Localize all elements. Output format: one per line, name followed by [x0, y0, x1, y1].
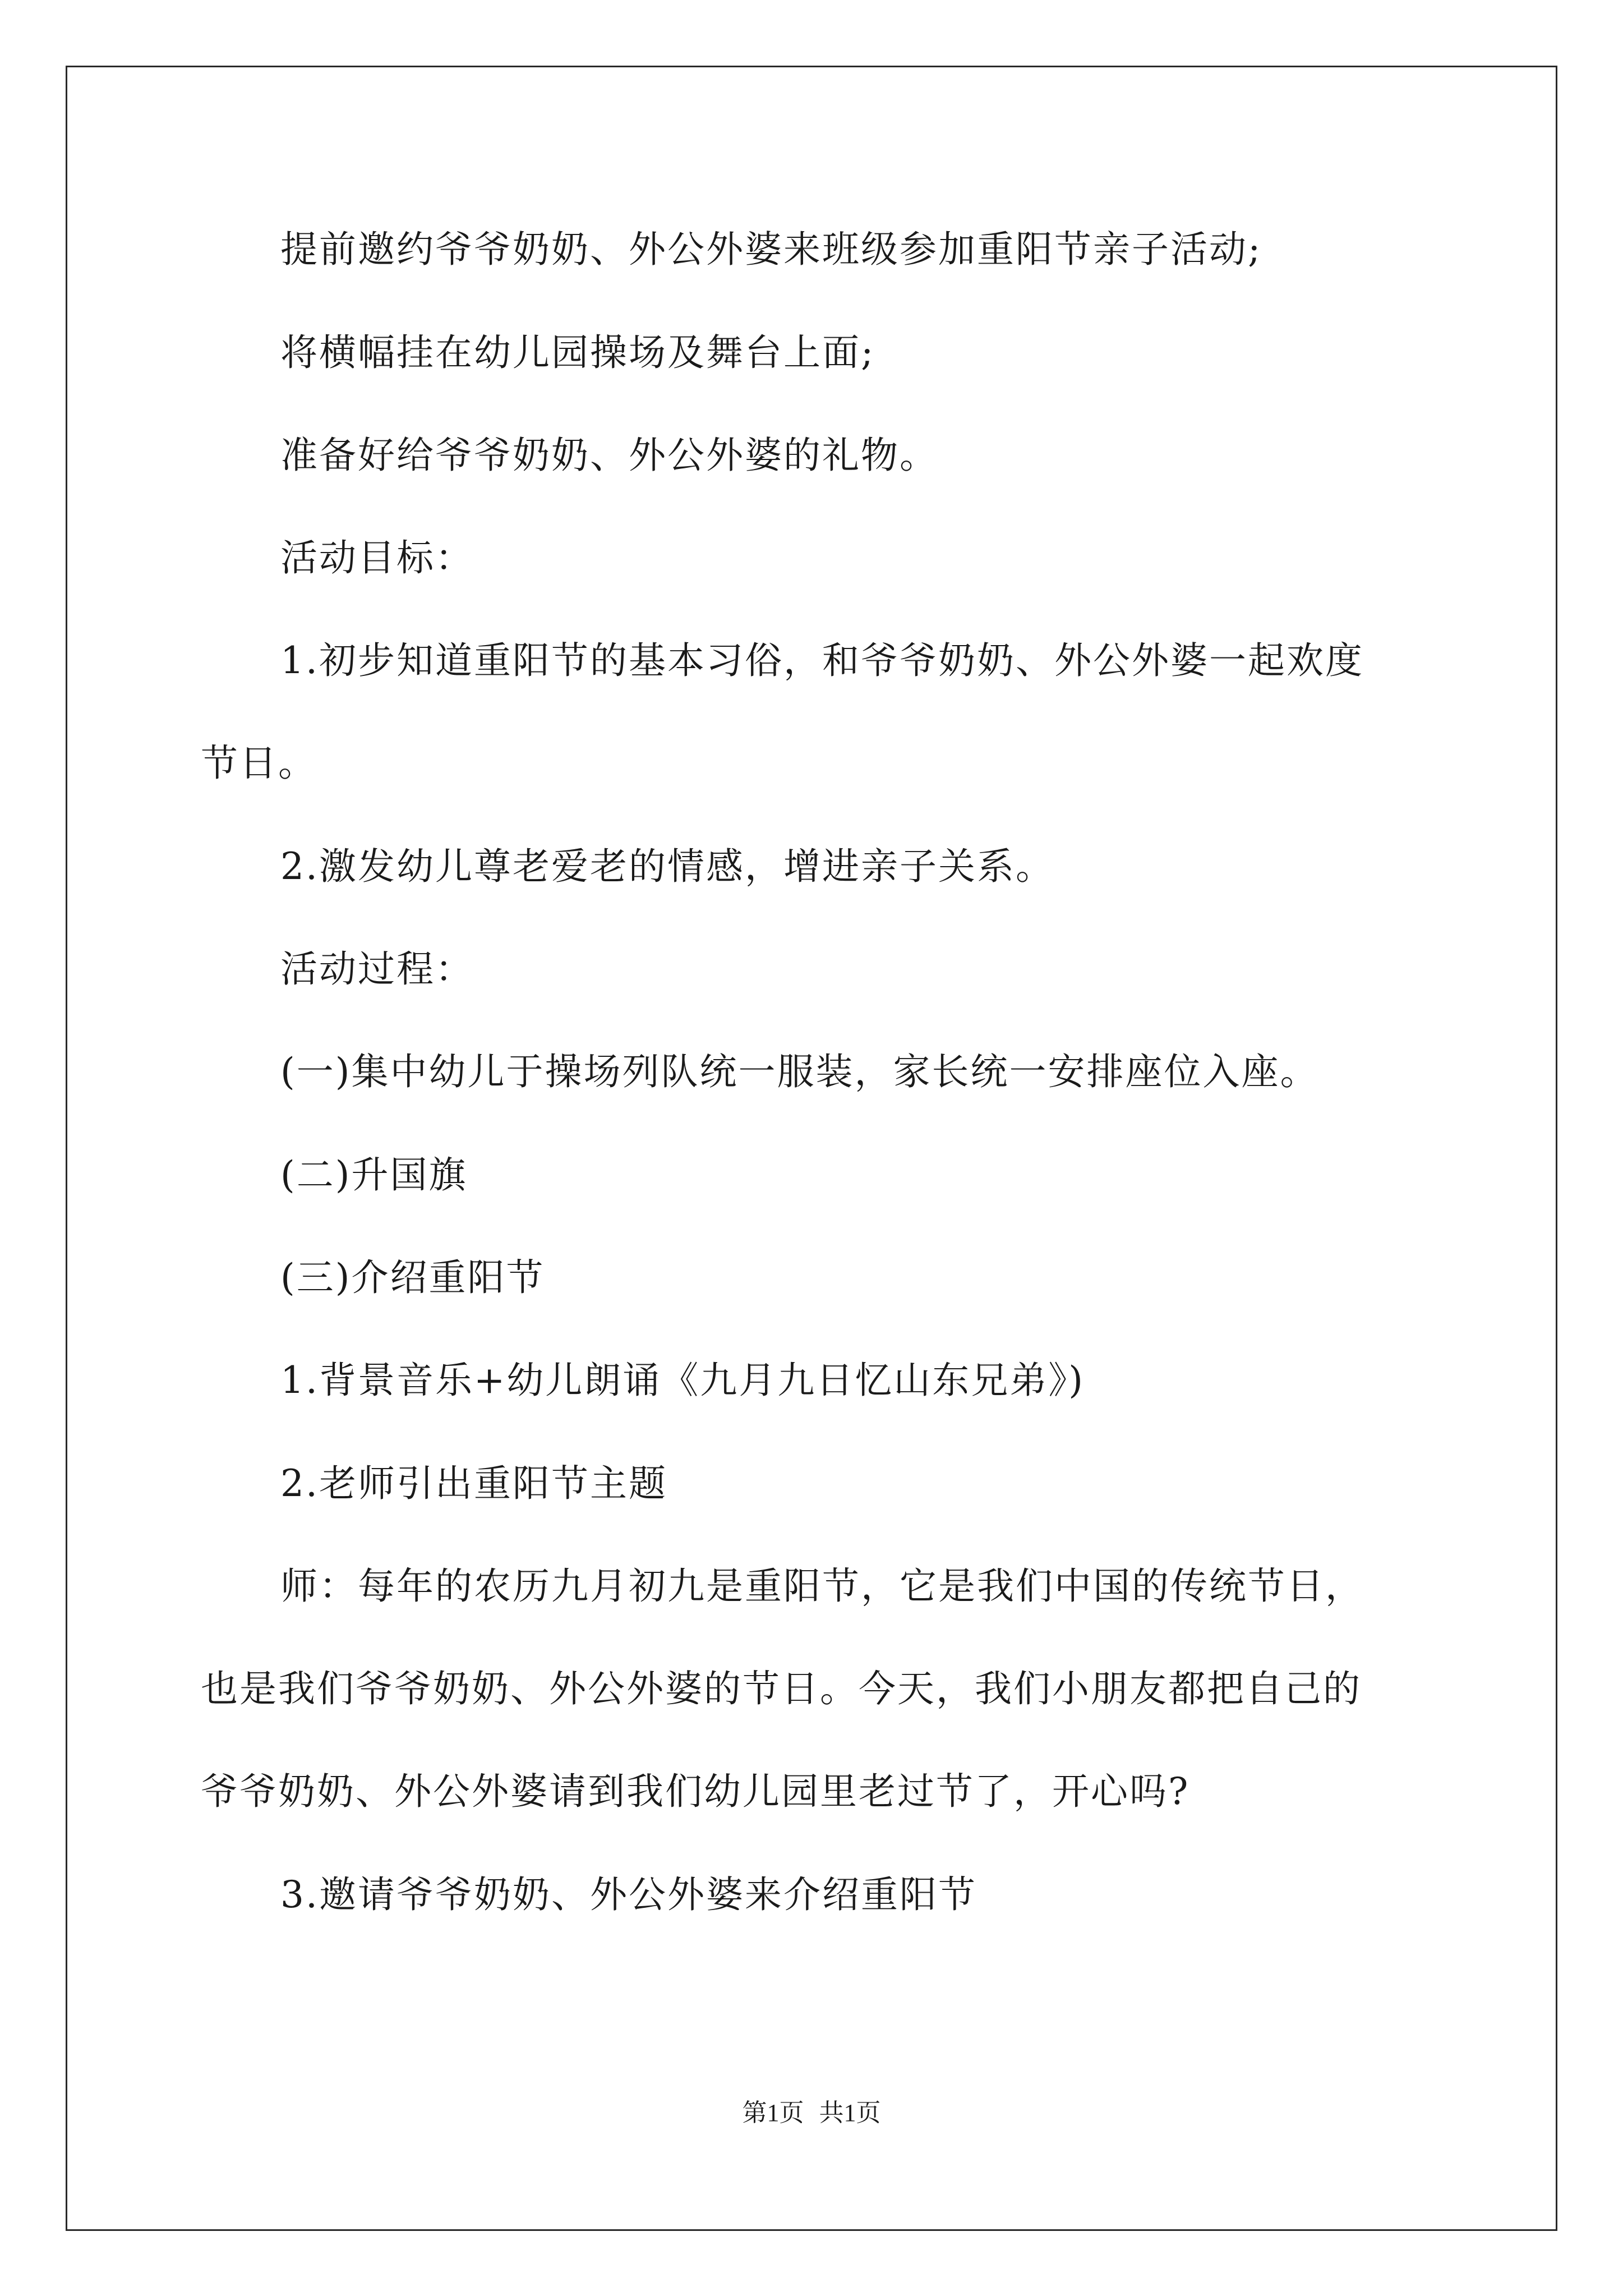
- page-footer: [0, 2092, 1623, 2128]
- paragraph: (三)介绍重阳节: [280, 1256, 545, 1299]
- paragraph: (二)升国旗: [280, 1153, 468, 1197]
- section-heading: 活动过程：: [280, 947, 474, 991]
- paragraph: 3.邀请爷爷奶奶、外公外婆来介绍重阳节: [280, 1873, 977, 1916]
- paragraph: 2.激发幼儿尊老爱老的情感，增进亲子关系。: [280, 845, 1054, 888]
- paragraph-continuation: 爷爷奶奶、外公外婆请到我们幼儿园里老过节了，开心吗?: [201, 1770, 1190, 1813]
- paragraph: (一)集中幼儿于操场列队统一服装，家长统一安排座位入座。: [280, 1050, 1319, 1093]
- paragraph: 1.初步知道重阳节的基本习俗，和爷爷奶奶、外公外婆一起欢度: [280, 639, 1364, 682]
- paragraph-continuation: 节日。: [201, 742, 317, 785]
- paragraph: 2.老师引出重阳节主题: [280, 1462, 667, 1505]
- paragraph: 将横幅挂在幼儿园操场及舞台上面;: [280, 331, 875, 374]
- total-pages: 共1页: [819, 2099, 881, 2127]
- paragraph: 提前邀约爷爷奶奶、外公外婆来班级参加重阳节亲子活动;: [280, 228, 1262, 271]
- paragraph: 1.背景音乐+幼儿朗诵《九月九日忆山东兄弟》): [280, 1359, 1085, 1402]
- section-heading: 活动目标：: [280, 536, 474, 579]
- page-number: 第1页: [742, 2099, 804, 2127]
- paragraph: 师：每年的农历九月初九是重阳节，它是我们中国的传统节日，: [280, 1565, 1364, 1608]
- paragraph-continuation: 也是我们爷爷奶奶、外公外婆的节日。今天，我们小朋友都把自己的: [201, 1667, 1362, 1710]
- paragraph: 准备好给爷爷奶奶、外公外婆的礼物。: [280, 434, 938, 477]
